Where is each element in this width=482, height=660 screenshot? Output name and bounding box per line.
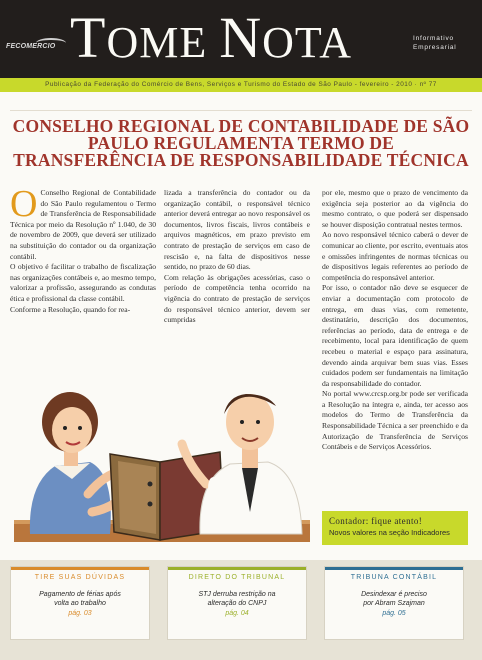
footer-box-description [325,590,463,608]
col3-paragraph-1: por ele, mesmo que o prazo de vencimento da exigência seja posterior ao da vigência do mesmo contrato, o que poderá ser dispensado se houver disposição contratual nestes termos. [322,188,468,229]
footer-box-line-2: por Abram Szajman [363,600,425,607]
title-part-1: OME [106,18,220,67]
title-part-2: OTA [262,18,353,67]
footer-box-page-link[interactable]: pág. 03 [68,610,92,617]
illustration-people-reading-document [10,344,310,544]
col1-paragraph-2: O objetivo é facilitar o trabalho de fiscalização nas organizações contábeis e, ao mesmo tempo, valorizar a profissão, assegurando as condutas ética e profissional da classe contábil. [10,262,156,303]
publisher-logo-text: FECOMERCIO [6,43,56,50]
col2-paragraph-2: Com relação às obrigações acessórias, caso o período de competência tenha ocorrido na vigência do contrato de prestação de serviços do responsável técnico anterior, devem ser cumpridas [164,272,310,325]
footer-box-line-1: Desindexar é preciso [361,591,427,598]
top-divider [10,110,472,111]
footer-box-heading: TRIBUNA CONTÁBIL [350,574,438,581]
footer-box-line-1: STJ derruba restrição na [198,591,276,598]
article-headline: CONSELHO REGIONAL DE CONTABILIDADE DE SÃO PAULO REGULAMENTA TERMO DE TRANSFERÊNCIA DE RESPONSABILIDADE TÉCNICA [12,116,470,170]
footer-box-accent [325,567,463,570]
footer-box-line-2: alteração do CNPJ [207,600,267,607]
footer-box-page-link[interactable]: pág. 04 [225,610,249,617]
col3-paragraph-3: Por isso, o contador não deve se esquecer de enviar a documentação com protocolo de entrega, em duas vias, com remetente, destinatário, descrição dos documentos, referências ao período, data de entrega e de recebimento, local para identificação de quem recebeu o material e espaço para assinatura, devendo ainda arquivar bem suas vias. Esses cuidados podem ser fundamentais na limitação da responsabilidade do contador. [322,283,468,388]
footer-box-accent [11,567,149,570]
col1-paragraph-3: Conforme a Resolução, quando for rea- [10,304,131,314]
article-column-2 [164,188,310,326]
subtitle-line-2: Empresarial [413,44,457,51]
article-column-1 [10,183,156,315]
footer-box-line-2: volta ao trabalho [54,600,106,607]
newsletter-subtitle [413,34,456,52]
masthead [0,0,482,78]
callout-box [322,511,468,545]
newsletter-title [70,5,353,71]
footer-box-accent [168,567,306,570]
footer-box-page-link[interactable]: pág. 05 [382,610,406,617]
article-column-3 [322,188,468,453]
footer-box-description [168,590,306,608]
callout-subtitle: Novos valores na seção Indicadores [329,528,450,537]
publication-strip: Publicação da Federação do Comércio de Bens, Serviços e Turismo do Estado de São Paulo - fevereiro - 2010 · nº 77 [0,78,482,92]
footer-box-heading: TIRE SUAS DÚVIDAS [34,574,126,581]
dropcap: O [10,183,38,225]
page-body [0,92,482,660]
footer-box-tribuna-contabil[interactable] [324,566,464,640]
footer-box-direto-do-tribunal[interactable] [167,566,307,640]
footer-box-heading: DIRETO DO TRIBUNAL [188,574,286,581]
title-letter-2: N [219,5,263,70]
col3-paragraph-2: Ao novo responsável técnico caberá o dever de comunicar ao cliente, por escrito, eventuais atos e omissões infringentes de normas técnicas ou de dispositivos legais referentes ao período de competência do responsável anterior. [322,230,468,282]
footer-box-description [11,590,149,608]
callout-title: Contador: fique atento! [329,516,423,526]
col1-paragraph-1: Conselho Regional de Contabilidade do São Paulo regulamentou o Termo de Transferência de Responsabilidade Técnica por meio da Resolução nº 1.040, de 30 de novembro de 2009, que deverá ser utilizado na substituição do contador ou da organização contábil. [10,188,156,261]
title-letter-1: T [70,5,107,70]
footer-box-line-1: Pagamento de férias após [39,591,121,598]
fecomercio-logo [6,43,55,50]
logo-swoosh-icon [36,38,66,48]
col3-paragraph-4: No portal www.crcsp.org.br pode ser verificada a Resolução na íntegra e, ainda, ter acesso aos modelos do Termo de Transferência da Responsabilidade Técnica a ser preenchido e da Autorização de Transferência de Serviços Contábeis e de Serviços Acessórios. [322,389,468,452]
col2-paragraph-1: lizada a transferência do contador ou da organização contábil, o responsável técnico anterior deverá entregar ao novo responsável os documentos, livros fiscais, livros contábeis e arquivos magnéticos, em prazo previsto em contrato de prestação de serviços em caso de rescisão e, na falta de dispositivos nesse sentido, no prazo de 60 dias. [164,188,310,272]
footer-box-tire-suas-duvidas[interactable] [10,566,150,640]
subtitle-line-1: Informativo [413,35,454,42]
